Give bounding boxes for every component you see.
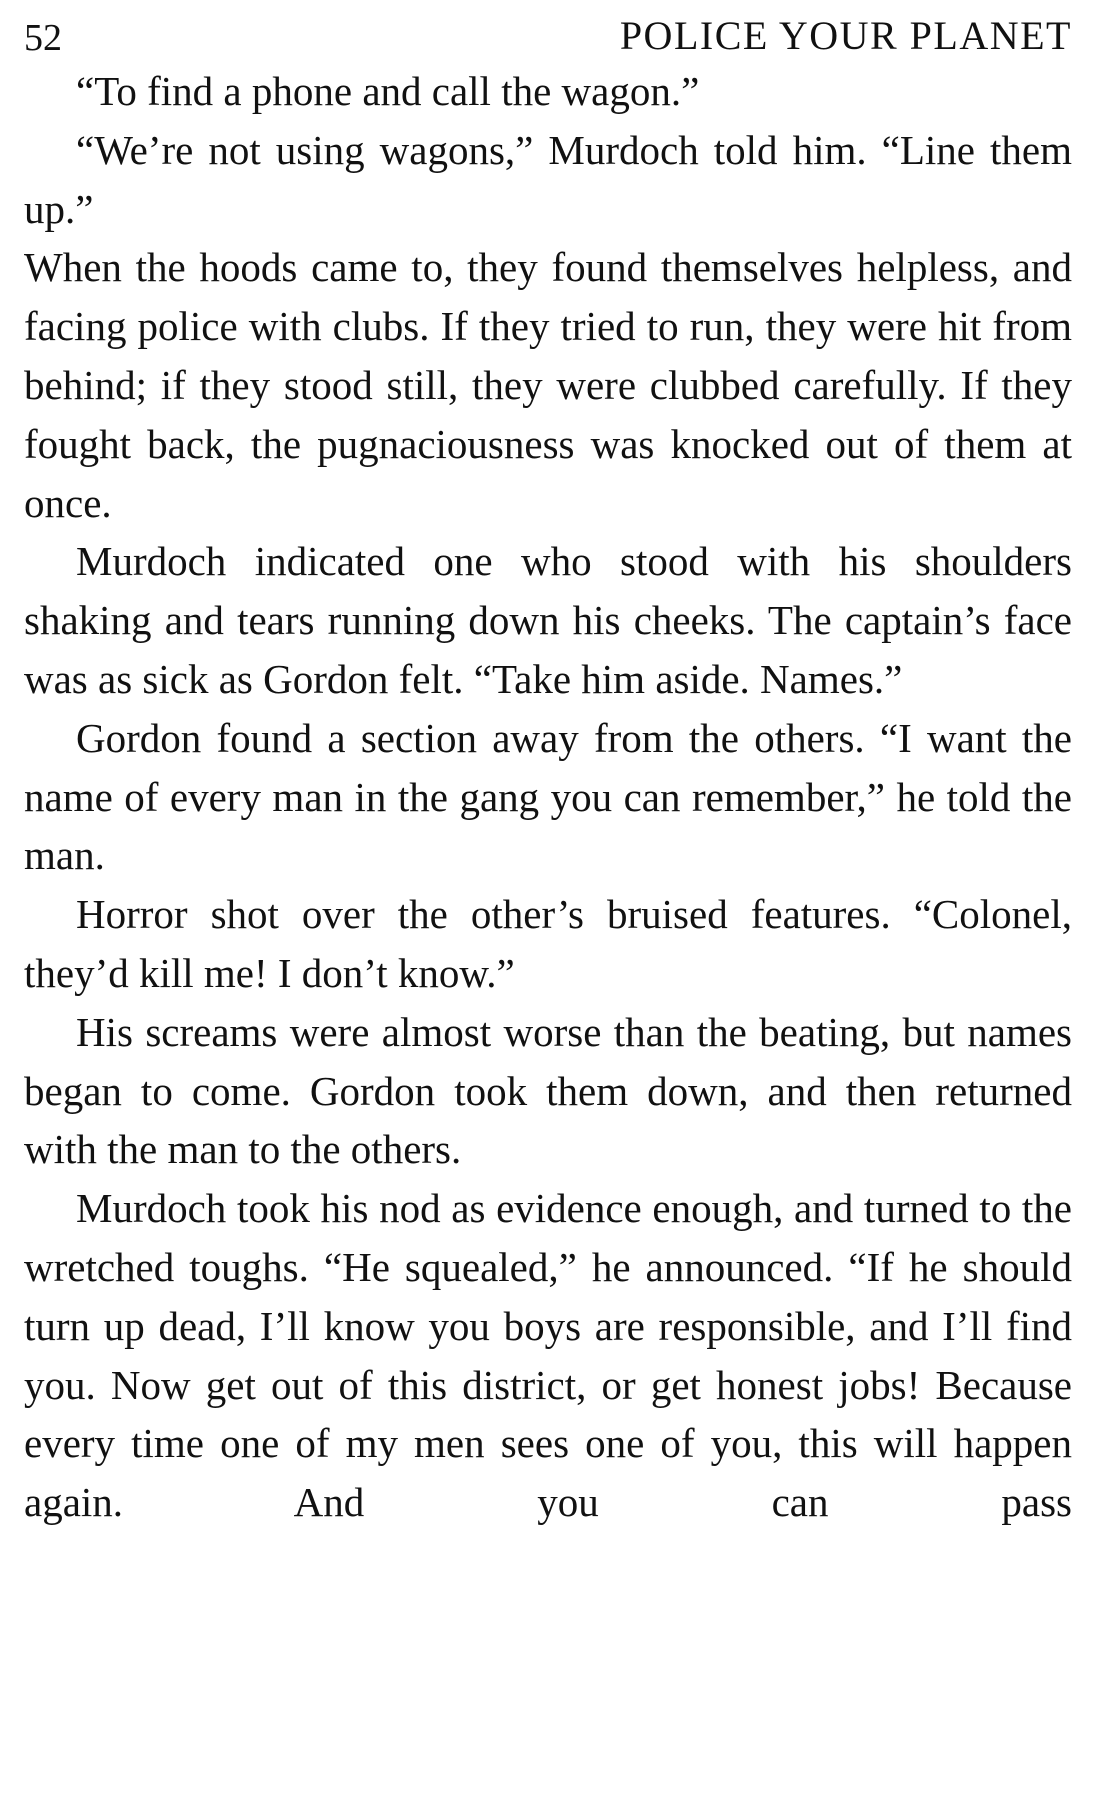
book-page xyxy=(24,0,1072,1810)
page-number: 52 xyxy=(24,17,62,59)
paragraph: Horror shot over the other’s bruised features. “Colonel, they’d kill me! I don’t know.” xyxy=(24,891,1072,996)
paragraph: Gordon found a section away from the others. “I want the name of every man in the gang you can remember,” he told the man. xyxy=(24,714,1072,879)
paragraph: “We’re not using wagons,” Murdoch told him. “Line them up.” xyxy=(24,126,1072,232)
page-header xyxy=(24,0,1072,62)
paragraph: Murdoch indicated one who stood with his shoulders shaking and tears running down his cheeks. The captain’s face was as sick as Gordon felt. “Take him aside. Names.” xyxy=(24,538,1072,702)
paragraph: When the hoods came to, they found themselves helpless, and facing police with clubs. If they tried to run, they were hit from behind; if they stood still, they were clubbed carefully. If they fought back, the pugnaciousness was knocked out of them at once. xyxy=(24,244,1072,526)
paragraph: “To find a phone and call the wagon.” xyxy=(76,68,700,114)
paragraph: His screams were almost worse than the beating, but names began to come. Gordon took them down, and then returned with the man to the others. xyxy=(24,1008,1072,1173)
running-title: POLICE YOUR PLANET xyxy=(619,13,1072,58)
paragraph: Murdoch took his nod as evidence enough, and turned to the wretched toughs. “He squealed,” he announced. “If he should turn up dead, I’ll know you boys are responsible, and I’ll find you. Now get out of this district, or get honest jobs! Because every time one of my men sees one of you, this will happen again. And you can pass xyxy=(24,1185,1072,1526)
body-text xyxy=(24,62,1072,1532)
